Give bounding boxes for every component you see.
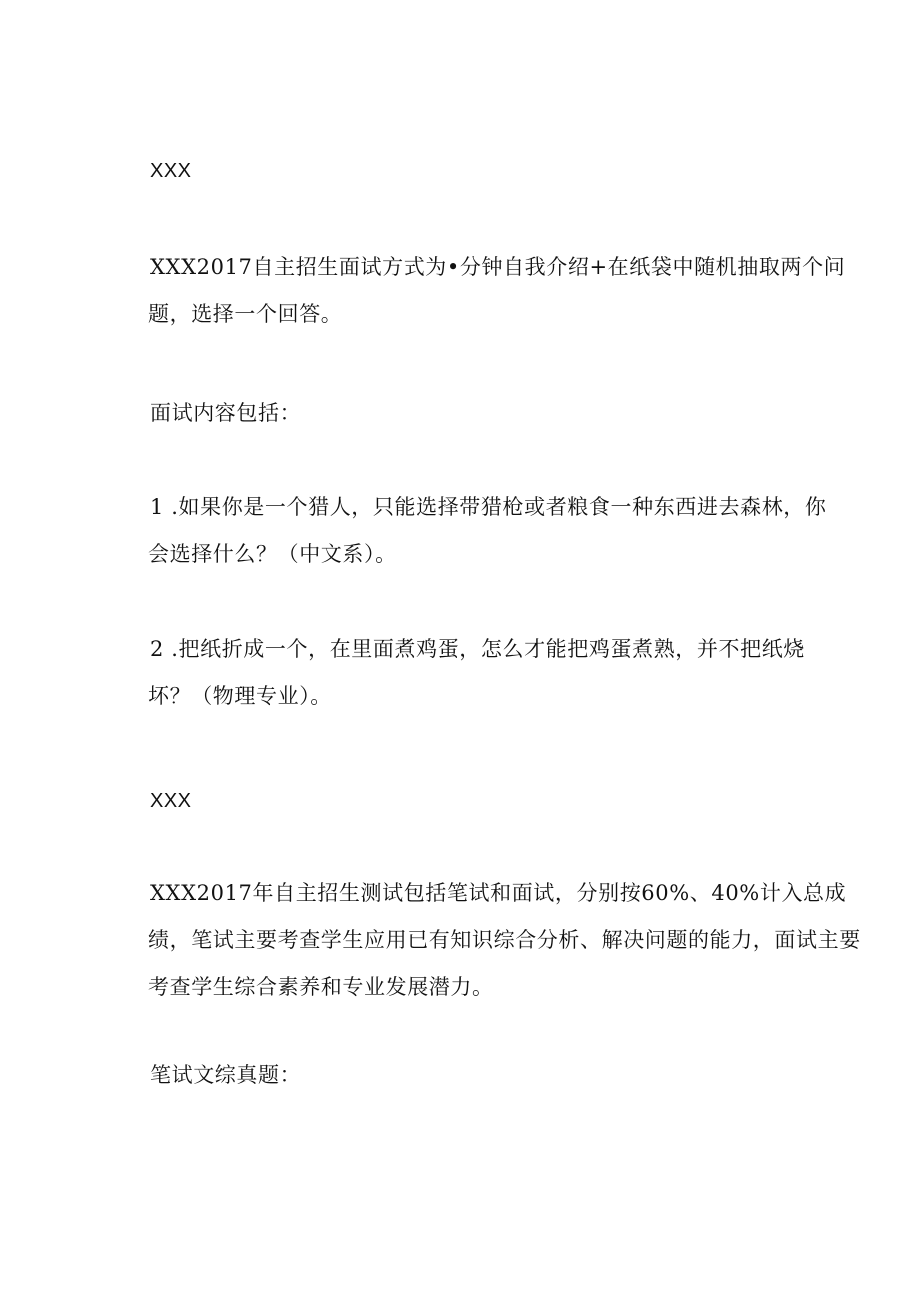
question-1 [150, 484, 830, 578]
question-2 [150, 626, 830, 720]
paragraph-line: XXX2017自主招生面试方式为•分钟自我介绍+在纸袋中随机抽取两个问 [150, 255, 846, 279]
paragraph-exam-structure [148, 870, 861, 1011]
paragraph-written-exam [150, 1052, 830, 1099]
paragraph-line: 坏？（物理专业）。 [148, 684, 332, 708]
paragraph-line: 绩，笔试主要考查学生应用已有知识综合分析、解决问题的能力，面试主要 [148, 928, 861, 952]
paragraph-line: 1 .如果你是一个猎人，只能选择带猎枪或者粮食一种东西进去森林，你 [150, 495, 827, 519]
paragraph-line: 笔试文综真题： [150, 1063, 302, 1087]
paragraph-line: 会选择什么？（中文系）。 [148, 542, 397, 566]
section-heading-1: XXX [150, 160, 192, 182]
paragraph-interview-content [150, 390, 830, 437]
paragraph-interview-format [148, 244, 846, 338]
section-heading-2: XXX [150, 790, 192, 812]
paragraph-line: 题，选择一个回答。 [148, 302, 343, 326]
paragraph-line: 面试内容包括： [150, 401, 302, 425]
paragraph-line: 考查学生综合素养和专业发展潜力。 [148, 975, 494, 999]
paragraph-line: XXX2017年自主招生测试包括笔试和面试，分别按60%、40%计入总成 [150, 881, 847, 905]
paragraph-line: 2 .把纸折成一个，在里面煮鸡蛋，怎么才能把鸡蛋煮熟，并不把纸烧 [150, 637, 805, 661]
